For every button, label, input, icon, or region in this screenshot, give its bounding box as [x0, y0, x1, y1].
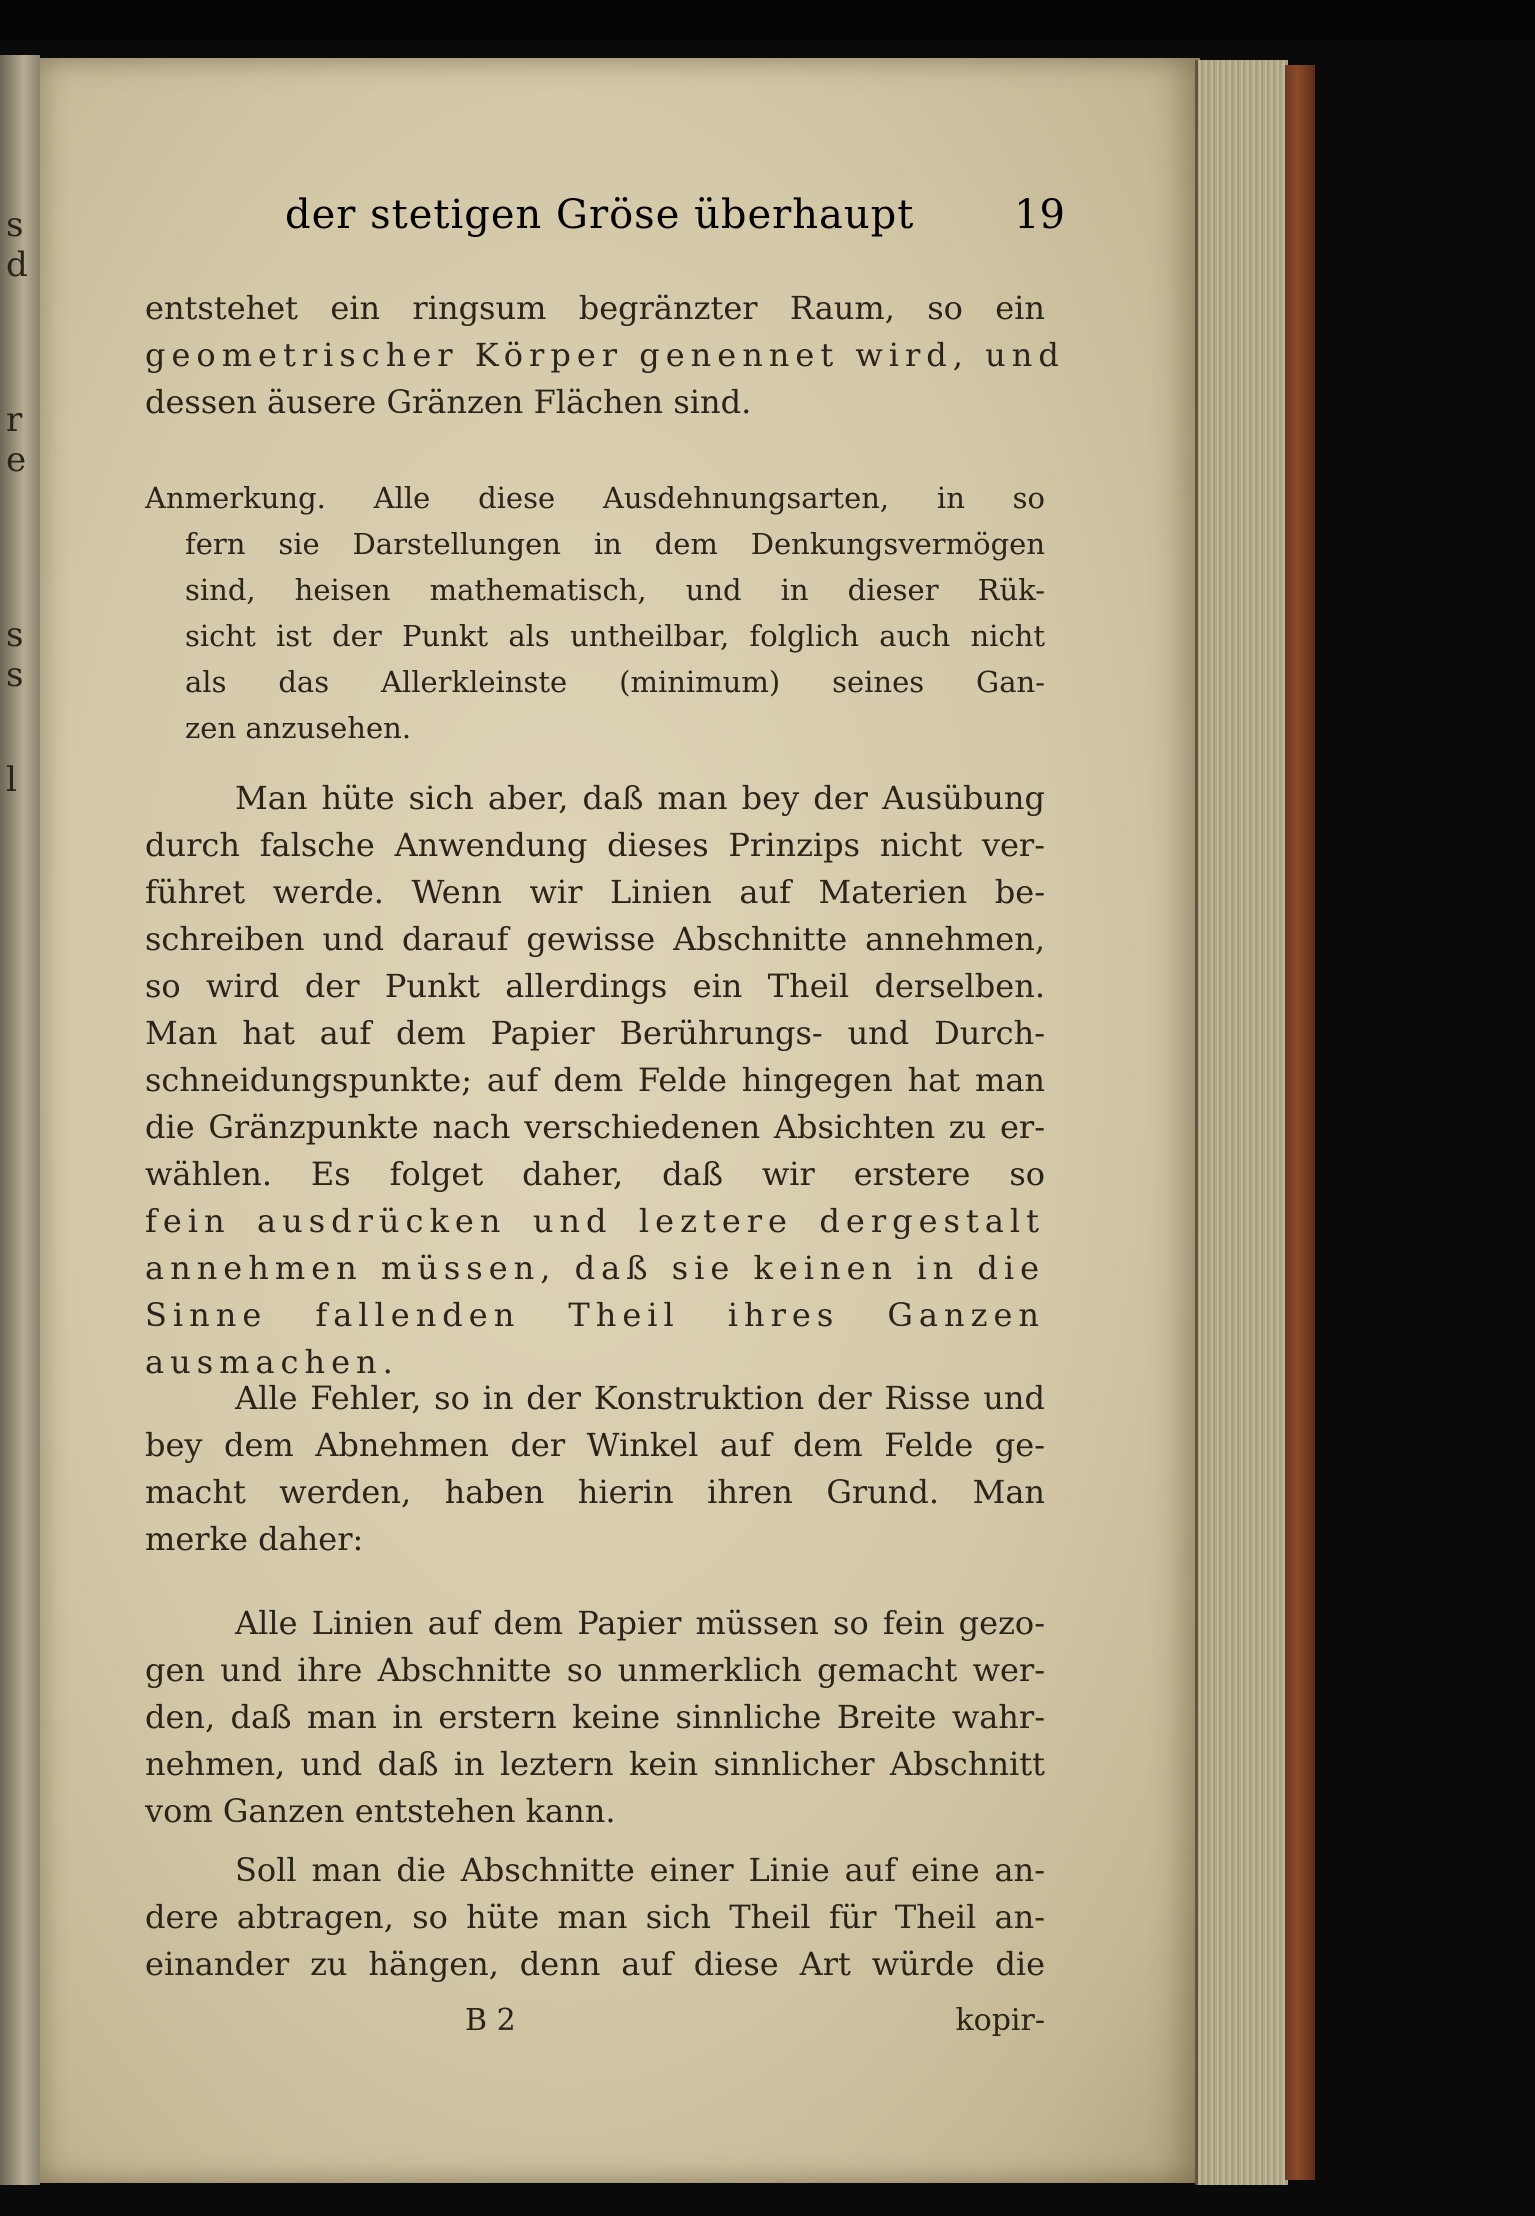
text-line: geometrischer Körper genennet wird, und	[145, 336, 1065, 374]
paragraph	[145, 1847, 1045, 1988]
running-title: der stetigen Gröse überhaupt	[285, 192, 915, 238]
text-line: den, daß man in erstern keine sinnliche Breite wahr-	[145, 1698, 1045, 1736]
text-line: als das Allerkleinste (minimum) seines Gan-	[185, 665, 1045, 699]
paragraph	[145, 285, 1065, 426]
page-header	[285, 192, 1065, 252]
facing-page-fragment: l	[6, 760, 17, 800]
text-line: Alle Fehler, so in der Konstruktion der Risse und	[235, 1379, 1045, 1417]
catchword: kopir-	[955, 2003, 1045, 2038]
text-line: entstehet ein ringsum begränzter Raum, so ein	[145, 289, 1045, 327]
page-footer	[145, 2003, 1045, 2049]
text-line: führet werde. Wenn wir Linien auf Materien be-	[145, 873, 1045, 911]
text-line: Soll man die Abschnitte einer Linie auf eine an-	[235, 1851, 1045, 1889]
text-line: Man hüte sich aber, daß man bey der Ausübung	[235, 779, 1045, 817]
facing-page-fragment: s	[6, 655, 24, 695]
text-line: einander zu hängen, denn auf diese Art würde die	[145, 1945, 1045, 1983]
text-line: schneidungspunkte; auf dem Felde hingegen hat man	[145, 1061, 1045, 1099]
signature-mark: B 2	[465, 2003, 516, 2038]
text-line: macht werden, haben hierin ihren Grund. Man	[145, 1473, 1045, 1511]
text-line: bey dem Abnehmen der Winkel auf dem Felde ge-	[145, 1426, 1045, 1464]
page-number: 19	[1014, 192, 1065, 238]
text-line: wählen. Es folget daher, daß wir erstere so	[145, 1155, 1045, 1193]
book-spine	[1285, 65, 1315, 2180]
text-line: Man hat auf dem Papier Berührungs- und Durch-	[145, 1014, 1045, 1052]
text-line: dere abtragen, so hüte man sich Theil für Theil an-	[145, 1898, 1045, 1936]
facing-page-edge	[0, 55, 40, 2185]
paragraph	[145, 1600, 1045, 1835]
facing-page-fragment: d	[6, 245, 28, 285]
text-line: gen und ihre Abschnitte so unmerklich gemacht wer-	[145, 1651, 1045, 1689]
facing-page-fragment: s	[6, 615, 24, 655]
paragraph	[145, 775, 1045, 1386]
text-line: sicht ist der Punkt als untheilbar, folglich auch nicht	[185, 619, 1045, 653]
text-line: zen anzusehen.	[185, 711, 412, 745]
text-line: vom Ganzen entstehen kann.	[145, 1792, 616, 1830]
text-line: fein ausdrücken und leztere dergestalt	[145, 1202, 1045, 1240]
facing-page-fragment: s	[6, 205, 24, 245]
text-line: nehmen, und daß in leztern kein sinnlicher Abschnitt	[145, 1745, 1045, 1783]
text-line: fern sie Darstellungen in dem Denkungsvermögen	[185, 527, 1045, 561]
facing-page-fragment: r	[6, 400, 23, 440]
text-line: ausmachen.	[145, 1343, 399, 1381]
text-line: durch falsche Anwendung dieses Prinzips nicht ver-	[145, 826, 1045, 864]
facing-page-fragment: e	[6, 440, 27, 480]
text-line: Anmerkung. Alle diese Ausdehnungsarten, in so	[145, 481, 1045, 515]
text-line: merke daher:	[145, 1520, 364, 1558]
text-line: dessen äusere Gränzen Flächen sind.	[145, 383, 752, 421]
text-line: sind, heisen mathematisch, und in dieser Rük-	[185, 573, 1045, 607]
text-line: Alle Linien auf dem Papier müssen so fein gezo-	[235, 1604, 1045, 1642]
text-line: so wird der Punkt allerdings ein Theil derselben.	[145, 967, 1045, 1005]
paragraph	[145, 1375, 1045, 1563]
remark-note	[145, 475, 1045, 751]
text-line: Sinne fallenden Theil ihres Ganzen	[145, 1296, 1045, 1334]
text-line: die Gränzpunkte nach verschiedenen Absichten zu er-	[145, 1108, 1045, 1146]
text-line: annehmen müssen, daß sie keinen in die	[145, 1249, 1045, 1287]
text-line: schreiben und darauf gewisse Abschnitte annehmen,	[145, 920, 1045, 958]
page-block-edges	[1195, 60, 1288, 2185]
